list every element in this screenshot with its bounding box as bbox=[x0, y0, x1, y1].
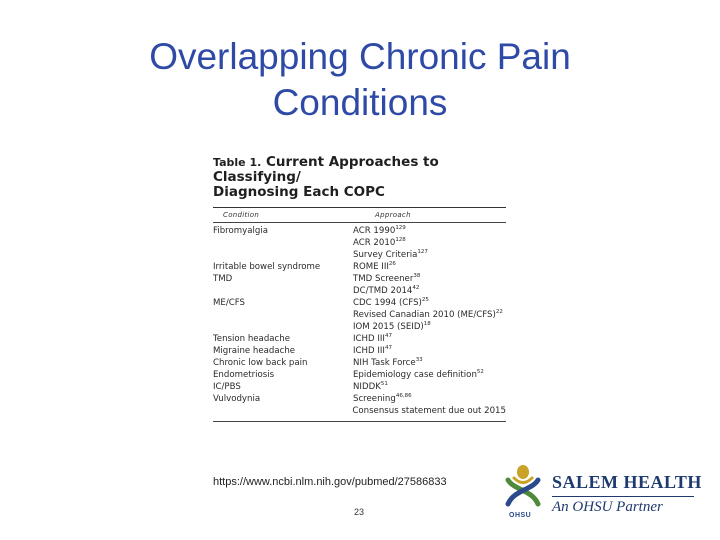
table-row bbox=[213, 321, 506, 333]
approach-text: Revised Canadian 2010 (ME/CFS) bbox=[353, 310, 496, 320]
table-caption-line-1: Current Approaches to Classifying/ bbox=[213, 154, 439, 185]
table-caption bbox=[213, 155, 506, 200]
source-url: https://www.ncbi.nlm.nih.gov/pubmed/27586833 bbox=[213, 476, 447, 488]
approach-text: Epidemiology case definition bbox=[353, 370, 477, 380]
table-row bbox=[213, 237, 506, 249]
table-row bbox=[213, 357, 506, 369]
approach-text: ICHD III bbox=[353, 346, 385, 356]
table-row bbox=[213, 297, 506, 309]
table-caption-line-2: Diagnosing Each COPC bbox=[213, 184, 385, 200]
condition-cell: Irritable bowel syndrome bbox=[213, 262, 321, 272]
approach-text: TMD Screener bbox=[353, 274, 414, 284]
table-row bbox=[213, 405, 506, 417]
table-row bbox=[213, 309, 506, 321]
condition-cell: Tension headache bbox=[213, 334, 291, 344]
condition-cell: ME/CFS bbox=[213, 298, 245, 308]
approach-text: ICHD III bbox=[353, 334, 385, 344]
approach-cell bbox=[353, 285, 506, 297]
condition-cell: Vulvodynia bbox=[213, 394, 261, 404]
approach-cell bbox=[353, 393, 506, 405]
reference-number: 127 bbox=[417, 249, 428, 255]
reference-number: 42 bbox=[412, 285, 420, 291]
logo-name: SALEM HEALTH bbox=[552, 472, 702, 492]
reference-number: 25 bbox=[421, 297, 429, 303]
reference-number: 47 bbox=[384, 345, 392, 351]
page-number: 23 bbox=[354, 507, 365, 517]
approach-text: ACR 2010 bbox=[353, 238, 396, 248]
table-row bbox=[213, 249, 506, 261]
condition-cell bbox=[213, 237, 353, 249]
approach-text: ACR 1990 bbox=[353, 226, 396, 236]
table-row bbox=[213, 225, 506, 237]
table-row bbox=[213, 369, 506, 381]
reference-number: 18 bbox=[423, 321, 431, 327]
table-row bbox=[213, 261, 506, 273]
reference-number: 46,86 bbox=[395, 393, 412, 399]
logo-mark-icon bbox=[500, 460, 546, 526]
table-row bbox=[213, 285, 506, 297]
approach-cell bbox=[353, 369, 506, 381]
approach-cell bbox=[353, 261, 506, 273]
approach-text: NIDDK bbox=[353, 382, 381, 392]
classification-table bbox=[213, 155, 506, 422]
condition-cell: TMD bbox=[213, 274, 233, 284]
table-row bbox=[213, 333, 506, 345]
approach-cell bbox=[353, 237, 506, 249]
salem-health-logo bbox=[500, 460, 700, 526]
table-body bbox=[213, 223, 506, 421]
approach-text: IOM 2015 (SEID) bbox=[353, 322, 424, 332]
approach-text: Consensus statement due out 2015 bbox=[352, 406, 506, 416]
condition-cell: IC/PBS bbox=[213, 382, 241, 392]
approach-text: CDC 1994 (CFS) bbox=[353, 298, 422, 308]
approach-text: ROME III bbox=[353, 262, 389, 272]
slide-title bbox=[0, 34, 720, 126]
approach-cell bbox=[353, 297, 506, 309]
logo-mark-text: OHSU bbox=[509, 512, 532, 519]
header-approach: Approach bbox=[375, 211, 411, 219]
approach-text: Screening bbox=[353, 394, 396, 404]
table-row bbox=[213, 345, 506, 357]
approach-cell bbox=[353, 225, 506, 237]
approach-text: Survey Criteria bbox=[353, 250, 418, 260]
condition-cell: Migraine headache bbox=[213, 346, 296, 356]
approach-cell bbox=[353, 309, 506, 321]
table-header-row bbox=[213, 208, 506, 222]
reference-number: 33 bbox=[415, 357, 423, 363]
reference-number: 38 bbox=[413, 273, 421, 279]
table-bottom-rule bbox=[213, 421, 506, 422]
approach-cell bbox=[352, 405, 506, 417]
condition-cell: Chronic low back pain bbox=[213, 358, 308, 368]
approach-text: NIH Task Force bbox=[353, 358, 416, 368]
logo-tagline: An OHSU Partner bbox=[552, 499, 663, 515]
condition-cell bbox=[213, 405, 352, 417]
approach-cell bbox=[353, 345, 506, 357]
condition-cell bbox=[213, 309, 353, 321]
approach-text: DC/TMD 2014 bbox=[353, 286, 413, 296]
condition-cell bbox=[213, 285, 353, 297]
header-condition: Condition bbox=[223, 211, 260, 219]
condition-cell: Endometriosis bbox=[213, 370, 275, 380]
condition-cell bbox=[213, 249, 353, 261]
table-row bbox=[213, 273, 506, 285]
reference-number: 129 bbox=[395, 225, 406, 231]
approach-cell bbox=[353, 249, 506, 261]
reference-number: 51 bbox=[380, 381, 388, 387]
slide-title-line-2: Conditions bbox=[272, 82, 448, 123]
condition-cell bbox=[213, 321, 353, 333]
slide-title-line-1: Overlapping Chronic Pain bbox=[149, 36, 571, 77]
table-row bbox=[213, 381, 506, 393]
table-row bbox=[213, 393, 506, 405]
reference-number: 22 bbox=[495, 309, 503, 315]
reference-number: 47 bbox=[384, 333, 392, 339]
logo-divider bbox=[552, 496, 694, 497]
table-number: Table 1. bbox=[213, 156, 262, 169]
approach-cell bbox=[353, 381, 506, 393]
approach-cell bbox=[353, 333, 506, 345]
approach-cell bbox=[353, 321, 506, 333]
condition-cell: Fibromyalgia bbox=[213, 226, 268, 236]
approach-cell bbox=[353, 357, 506, 369]
reference-number: 52 bbox=[476, 369, 484, 375]
reference-number: 26 bbox=[388, 261, 396, 267]
reference-number: 128 bbox=[395, 237, 406, 243]
approach-cell bbox=[353, 273, 506, 285]
